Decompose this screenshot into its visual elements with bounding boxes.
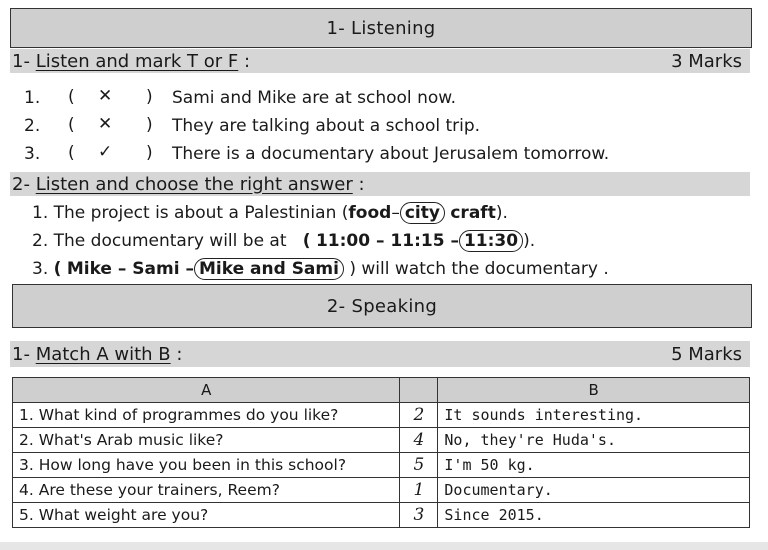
table-row [13,403,750,428]
option-1115: 11:15 [390,231,445,251]
option-separator: – [179,259,194,279]
table-row [13,453,750,478]
close-paren: ) [146,143,153,163]
question-number: 1. [32,203,49,223]
option-1100: 11:00 [315,231,371,251]
listening-part1-header [10,49,750,73]
tf-item-number: 3. [24,144,41,164]
answer-b-cell: I'm 50 kg. [438,453,750,478]
handwritten-answer: 3 [400,503,438,528]
open-paren: ( [53,259,62,279]
question-text: The project is about a Palestinian ( [53,203,349,223]
question-number: 2. [32,231,49,251]
match-number: 1- [12,343,30,365]
question-a-cell: 4. Are these your trainers, Reem? [13,478,400,503]
bottom-divider [0,542,768,550]
close-paren: ) [146,115,153,135]
tf-item-1 [24,88,456,108]
answer-b-cell: Documentary. [438,478,750,503]
option-sami: Sami [132,259,180,279]
match-table [12,377,750,528]
option-separator: – [391,203,400,223]
speaking-part1-header [10,341,750,367]
part1-colon: : [244,50,251,72]
tf-item-text: Sami and Mike are at school now. [172,88,456,108]
part2-number: 2- [12,173,30,195]
check-mark-icon: ✓ [98,142,113,162]
question-closing: ). [495,203,508,223]
answer-b-cell: No, they're Huda's. [438,428,750,453]
option-city-circled: city [400,202,445,224]
open-paren: ( [68,115,75,135]
tf-item-3 [24,144,609,164]
option-separator: – [370,231,391,251]
tf-item-text: There is a documentary about Jerusalem tomorrow. [172,144,610,164]
listening-banner [10,8,752,48]
column-a-header: A [13,378,400,403]
cross-mark-icon: ✕ [98,86,113,106]
part1-number: 1- [12,50,30,72]
speaking-banner-title: 2- Speaking [326,295,438,317]
option-mike-and-sami-circled: Mike and Sami [194,258,344,280]
column-b-header: B [438,378,750,403]
match-colon: : [176,343,183,365]
option-separator: – [444,231,459,251]
tf-item-number: 1. [24,88,41,108]
question-a-cell: 5. What weight are you? [13,503,400,528]
question-text: The documentary will be at [53,231,287,251]
match-marks: 5 Marks [671,343,742,365]
match-title: Match A with B [35,343,171,365]
choose-question-3 [32,258,609,280]
handwritten-answer: 4 [400,428,438,453]
question-a-cell: 2. What's Arab music like? [13,428,400,453]
handwritten-answer: 1 [400,478,438,503]
option-mike: Mike [66,259,112,279]
option-food: food [348,203,392,223]
answer-b-cell: Since 2015. [438,503,750,528]
part2-colon: : [358,173,365,195]
question-a-cell: 3. How long have you been in this school? [13,453,400,478]
tf-item-text: They are talking about a school trip. [172,116,481,136]
part1-marks: 3 Marks [671,50,742,72]
handwritten-answer: 2 [400,403,438,428]
cross-mark-icon: ✕ [98,114,113,134]
option-separator: – [111,259,133,279]
question-closing: ). [523,231,536,251]
answer-column-header [400,378,438,403]
answer-b-cell: It sounds interesting. [438,403,750,428]
part1-title: Listen and mark T or F [35,50,239,72]
choose-question-1 [32,202,508,224]
table-row [13,478,750,503]
listening-banner-title: 1- Listening [326,17,436,39]
part2-title: Listen and choose the right answer [35,173,353,195]
option-craft: craft [450,203,496,223]
choose-question-2 [32,230,535,252]
option-1130-circled: 11:30 [459,230,523,252]
question-closing: ) will watch the documentary . [349,259,609,279]
table-row [13,428,750,453]
question-a-cell: 1. What kind of programmes do you like? [13,403,400,428]
open-paren: ( [302,231,311,251]
speaking-banner [12,284,752,328]
handwritten-answer: 5 [400,453,438,478]
tf-item-2 [24,116,480,136]
open-paren: ( [68,87,75,107]
table-row [13,503,750,528]
question-number: 3. [32,259,49,279]
tf-item-number: 2. [24,116,41,136]
listening-part2-header [10,172,750,196]
match-table-header [13,378,750,403]
open-paren: ( [68,143,75,163]
close-paren: ) [146,87,153,107]
